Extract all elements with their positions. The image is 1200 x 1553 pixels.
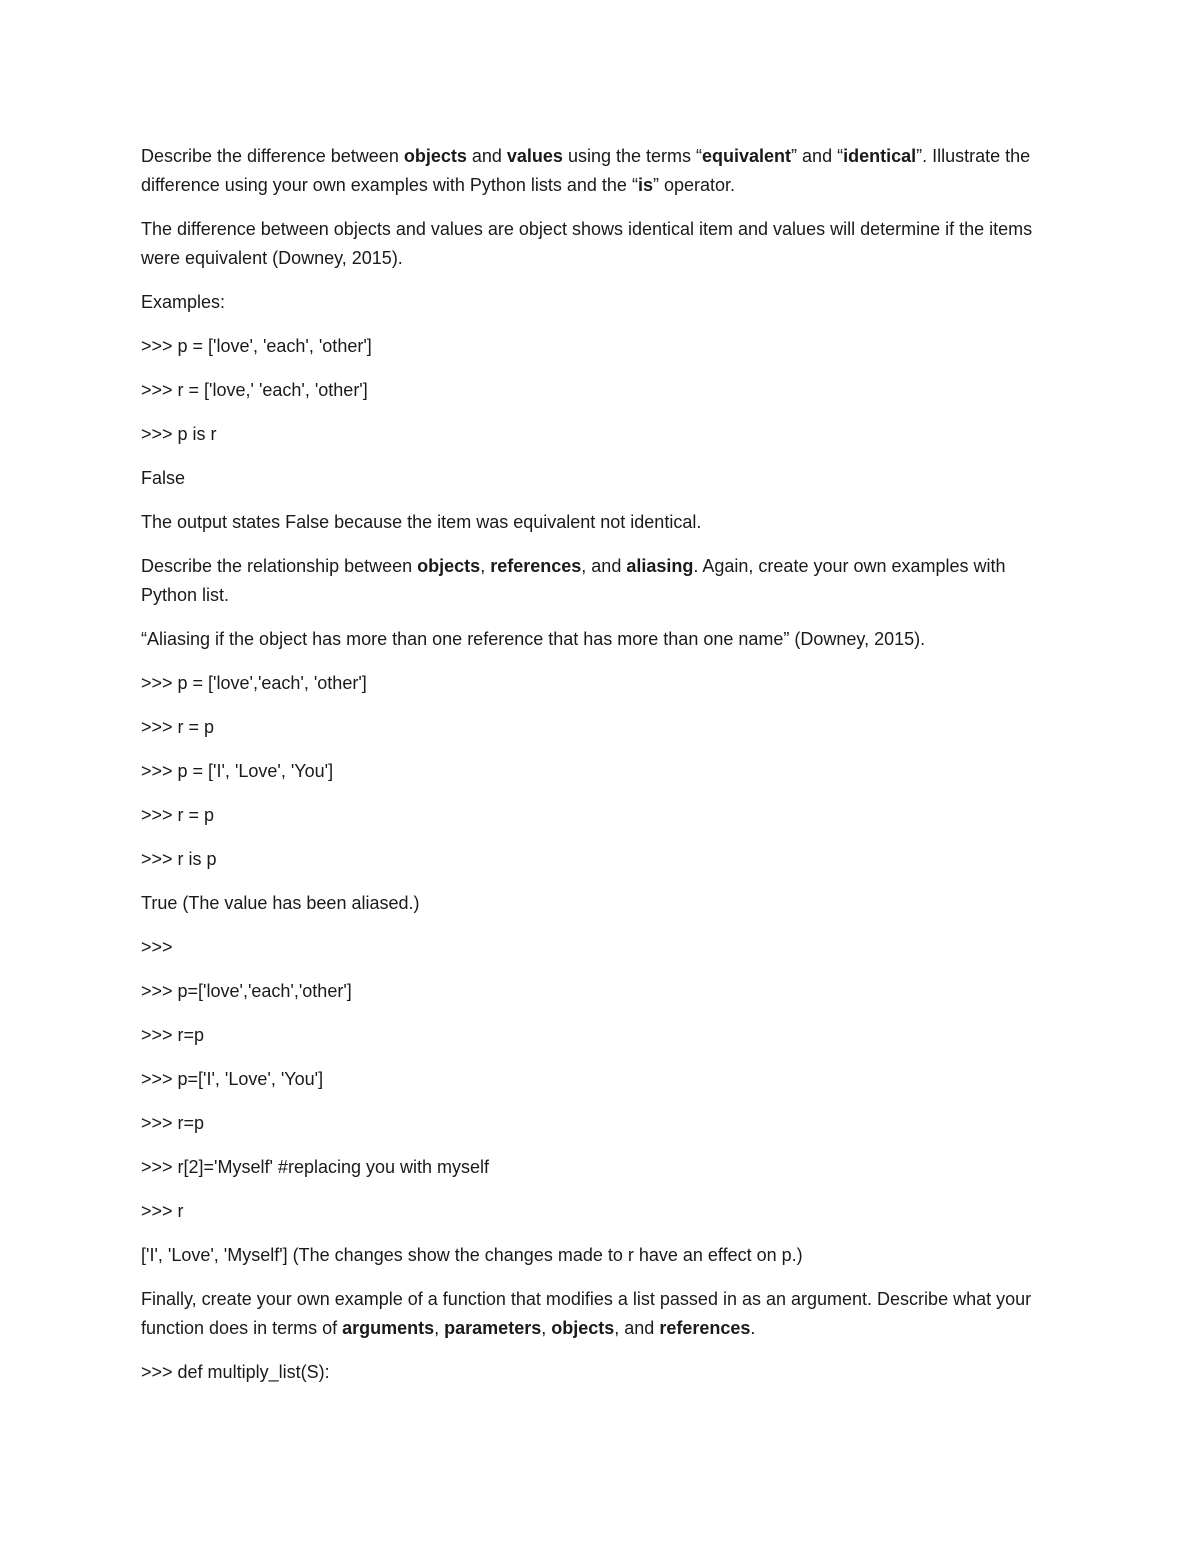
bold-term: references — [659, 1318, 751, 1338]
code-line: >>> r=p — [141, 1025, 205, 1045]
text-run: ” and “ — [791, 146, 844, 166]
paragraph — [141, 508, 1061, 537]
text-run: and — [466, 146, 507, 166]
text-run: Describe the difference between — [141, 146, 404, 166]
bold-term: equivalent — [702, 146, 792, 166]
code-line: >>> r[2]='Myself' #replacing you with myself — [141, 1157, 490, 1177]
code-line: >>> r = ['love,' 'each', 'other'] — [141, 380, 368, 400]
bold-term: is — [637, 175, 653, 195]
bold-term: parameters — [444, 1318, 542, 1338]
paragraph — [141, 1285, 1061, 1343]
text-run: The difference between objects and values are object shows identical item and values will determine if the items were equivalent (Downey, 2015). — [141, 219, 1033, 268]
text-run: “Aliasing if the object has more than one reference that has more than one name” (Downey, 2015). — [141, 629, 926, 649]
bold-term: objects — [551, 1318, 615, 1338]
code-line: >>> r=p — [141, 1113, 205, 1133]
code-line: >>> p=['love','each','other'] — [141, 981, 352, 1001]
code-line: >>> p = ['I', 'Love', 'You'] — [141, 761, 334, 781]
code-line: >>> p=['I', 'Love', 'You'] — [141, 1069, 324, 1089]
text-run: , — [541, 1318, 552, 1338]
code-line: ['I', 'Love', 'Myself'] (The changes show the changes made to r have an effect on p.) — [141, 1245, 803, 1265]
paragraph — [141, 215, 1061, 273]
code-line: >>> p is r — [141, 424, 217, 444]
code-line: >>> p = ['love', 'each', 'other'] — [141, 336, 372, 356]
text-run: The output states False because the item was equivalent not identical. — [141, 512, 702, 532]
text-run: , — [480, 556, 491, 576]
text-run: , and — [614, 1318, 660, 1338]
code-line: >>> p = ['love','each', 'other'] — [141, 673, 367, 693]
document-body — [141, 142, 1061, 1402]
text-run: using the terms “ — [562, 146, 703, 166]
bold-term: objects — [403, 146, 467, 166]
bold-term: objects — [417, 556, 481, 576]
text-run: . — [750, 1318, 756, 1338]
code-line: >>> r = p — [141, 805, 215, 825]
bold-term: arguments — [342, 1318, 435, 1338]
code-line: True (The value has been aliased.) — [141, 893, 420, 913]
text-run: Examples: — [141, 292, 226, 312]
bold-term: references — [490, 556, 582, 576]
paragraph — [141, 142, 1061, 200]
bold-term: identical — [843, 146, 917, 166]
code-line: >>> def multiply_list(S): — [141, 1362, 330, 1382]
text-run: ” operator. — [652, 175, 735, 195]
text-run: Finally, create your own example of a function that modifies a list passed in as an argument. Describe what your function does in terms of — [141, 1289, 1032, 1338]
code-line: >>> — [141, 937, 173, 957]
paragraph — [141, 625, 1061, 654]
bold-term: values — [506, 146, 563, 166]
code-line: >>> r — [141, 1201, 184, 1221]
text-run: Describe the relationship between — [141, 556, 418, 576]
code-line: False — [141, 468, 186, 488]
paragraph — [141, 552, 1061, 610]
code-line: >>> r is p — [141, 849, 217, 869]
text-run: , — [434, 1318, 445, 1338]
code-line: >>> r = p — [141, 717, 215, 737]
text-run: . Again, create your own examples with Python list. — [141, 556, 1006, 605]
bold-term: aliasing — [626, 556, 694, 576]
text-run: ”. Illustrate the difference using your own examples with Python lists and the “ — [141, 146, 1031, 195]
text-run: , and — [581, 556, 627, 576]
paragraph — [141, 288, 1061, 317]
